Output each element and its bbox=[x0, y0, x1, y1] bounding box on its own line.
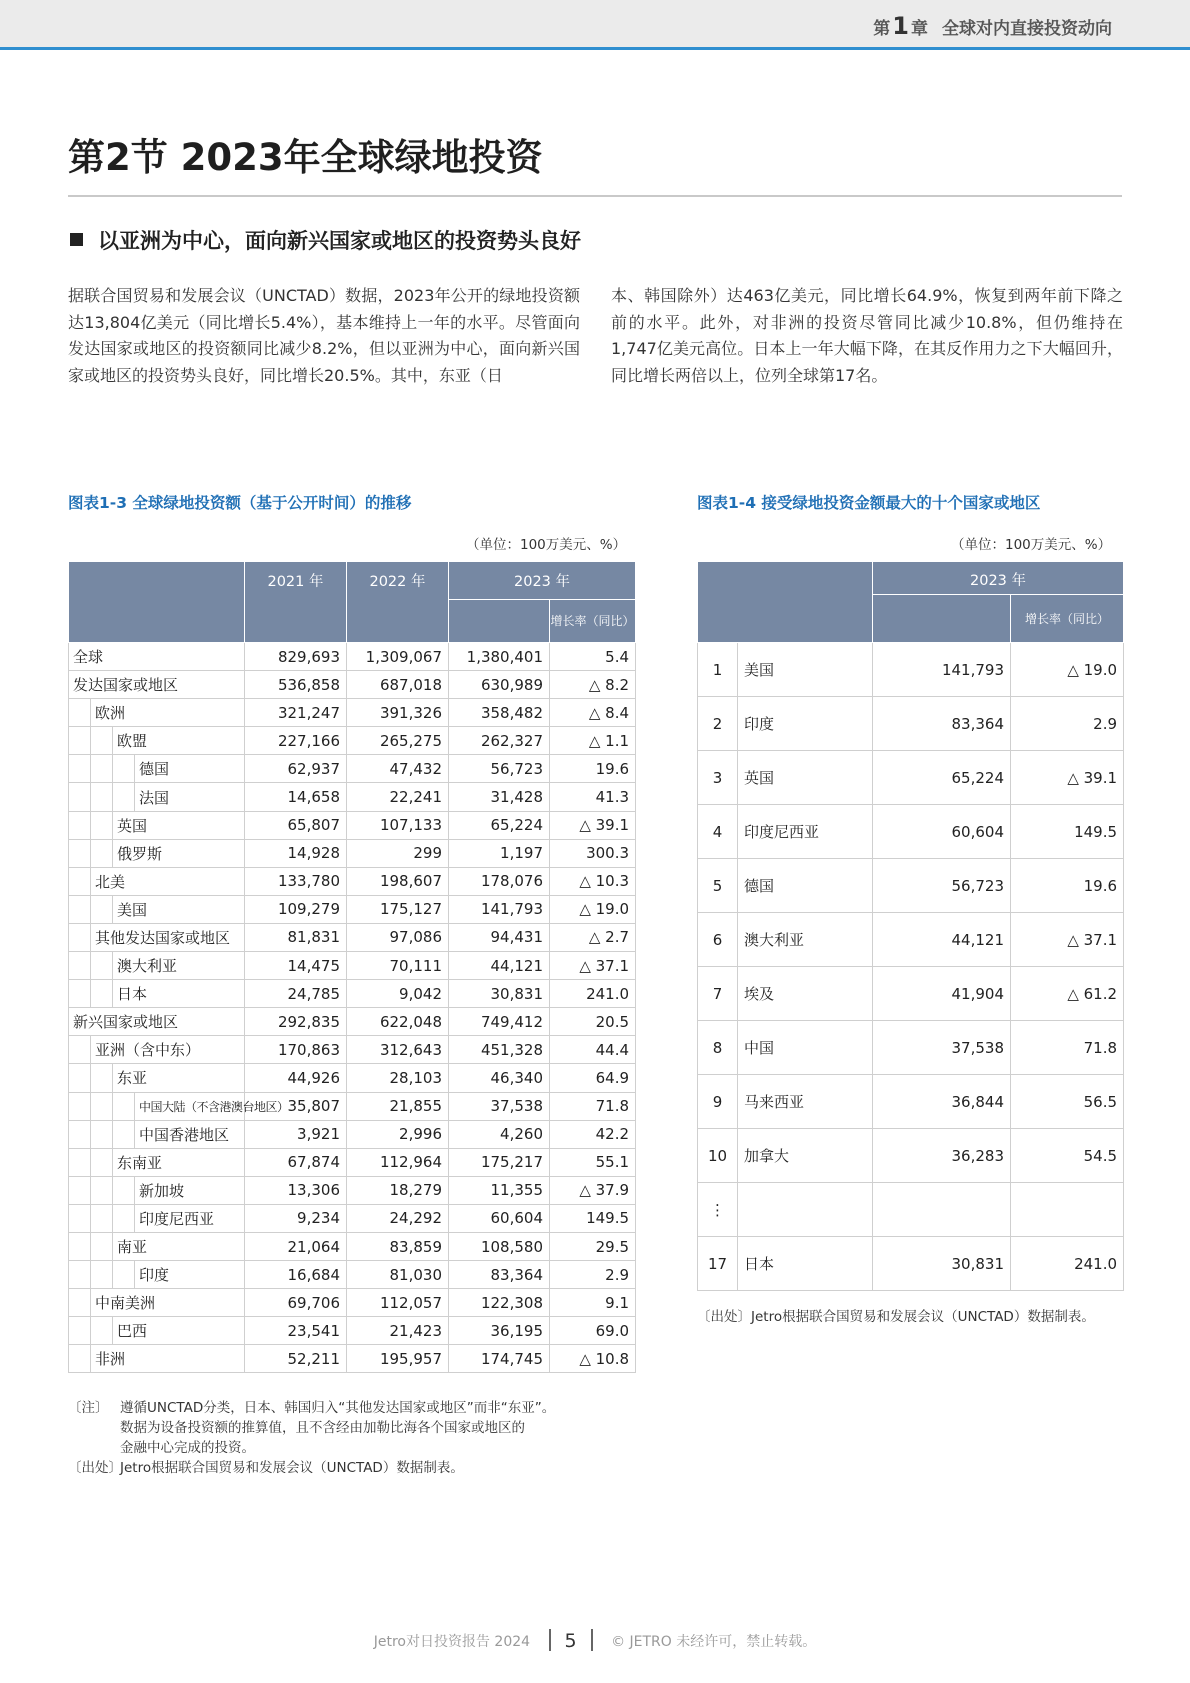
growth-cell: 20.5 bbox=[550, 1008, 636, 1036]
growth-cell: 44.4 bbox=[550, 1036, 636, 1064]
table-row bbox=[69, 839, 636, 867]
source-text: Jetro根据联合国贸易和发展会议（UNCTAD）数据制表。 bbox=[120, 1460, 464, 1476]
value-cell: 83,364 bbox=[449, 1261, 550, 1289]
growth-cell: 9.1 bbox=[550, 1289, 636, 1317]
row-label: 俄罗斯 bbox=[113, 839, 245, 867]
growth-cell: △ 19.0 bbox=[1011, 643, 1124, 697]
value-cell: 198,607 bbox=[347, 867, 449, 895]
value-cell: 18,279 bbox=[347, 1176, 449, 1204]
value-cell: 36,283 bbox=[873, 1129, 1011, 1183]
growth-cell: 55.1 bbox=[550, 1148, 636, 1176]
rank-cell: 9 bbox=[698, 1075, 738, 1129]
value-cell: 195,957 bbox=[347, 1345, 449, 1373]
growth-cell: △ 37.9 bbox=[550, 1176, 636, 1204]
note-line: 金融中心完成的投资。 bbox=[120, 1440, 255, 1456]
value-cell: 52,211 bbox=[245, 1345, 347, 1373]
value-cell: 536,858 bbox=[245, 671, 347, 699]
value-cell: 141,793 bbox=[449, 895, 550, 923]
value-cell: 44,121 bbox=[873, 913, 1011, 967]
value-cell: 46,340 bbox=[449, 1064, 550, 1092]
value-cell: 112,964 bbox=[347, 1148, 449, 1176]
rank-cell: 17 bbox=[698, 1237, 738, 1291]
figure-1-3-title: 图表1-3 全球绿地投资额（基于公开时间）的推移 bbox=[68, 494, 412, 512]
value-cell: 13,306 bbox=[245, 1176, 347, 1204]
growth-cell: 64.9 bbox=[550, 1064, 636, 1092]
growth-cell: △ 10.8 bbox=[550, 1345, 636, 1373]
growth-cell: 19.6 bbox=[1011, 859, 1124, 913]
table-row bbox=[698, 1183, 1124, 1237]
table-row bbox=[698, 805, 1124, 859]
value-cell: 47,432 bbox=[347, 755, 449, 783]
sub-heading-text: 以亚洲为中心，面向新兴国家或地区的投资势头良好 bbox=[98, 229, 581, 253]
table-row bbox=[69, 699, 636, 727]
table-row bbox=[698, 1129, 1124, 1183]
table-row bbox=[69, 1036, 636, 1064]
value-cell: 299 bbox=[347, 839, 449, 867]
growth-cell: △ 8.4 bbox=[550, 699, 636, 727]
country-cell: 马来西亚 bbox=[738, 1075, 873, 1129]
row-label: 新兴国家或地区 bbox=[69, 1008, 245, 1036]
table1-header-2021: 2021 年 bbox=[245, 562, 347, 643]
chapter-label bbox=[873, 12, 1112, 40]
table2-header-blank bbox=[698, 562, 873, 643]
table-row bbox=[698, 859, 1124, 913]
value-cell: 23,541 bbox=[245, 1317, 347, 1345]
growth-cell: 149.5 bbox=[1011, 805, 1124, 859]
rank-cell: 1 bbox=[698, 643, 738, 697]
table-row bbox=[69, 1232, 636, 1260]
growth-cell: 241.0 bbox=[1011, 1237, 1124, 1291]
rank-cell: 7 bbox=[698, 967, 738, 1021]
value-cell: 56,723 bbox=[873, 859, 1011, 913]
value-cell: 133,780 bbox=[245, 867, 347, 895]
growth-cell bbox=[1011, 1183, 1124, 1237]
row-label: 北美 bbox=[91, 867, 245, 895]
table-row bbox=[69, 1008, 636, 1036]
growth-cell: 2.9 bbox=[550, 1261, 636, 1289]
value-cell: 141,793 bbox=[873, 643, 1011, 697]
table-row bbox=[69, 1148, 636, 1176]
value-cell: 451,328 bbox=[449, 1036, 550, 1064]
chapter-suffix: 章 bbox=[911, 19, 928, 39]
table-row bbox=[69, 1289, 636, 1317]
page-number: 5 bbox=[564, 1630, 577, 1652]
country-cell: 加拿大 bbox=[738, 1129, 873, 1183]
value-cell: 83,364 bbox=[873, 697, 1011, 751]
source-label: 〔出处〕 bbox=[68, 1460, 122, 1476]
note-label: 〔注〕 bbox=[68, 1400, 109, 1416]
growth-cell: △ 61.2 bbox=[1011, 967, 1124, 1021]
body-paragraph-left: 据联合国贸易和发展会议（UNCTAD）数据，2023年公开的绿地投资额达13,804亿美元（同比增长5.4%），基本维持上一年的水平。尽管面向发达国家或地区的投资额同比减少8.2%，但以亚洲为中心，面向新兴国家或地区的投资势头良好，同比增长20.5%。其中，东亚（日 bbox=[68, 286, 580, 385]
growth-cell: 149.5 bbox=[550, 1204, 636, 1232]
value-cell: 122,308 bbox=[449, 1289, 550, 1317]
value-cell: 81,030 bbox=[347, 1261, 449, 1289]
value-cell: 65,807 bbox=[245, 811, 347, 839]
row-label: 亚洲（含中东） bbox=[91, 1036, 245, 1064]
value-cell: 44,926 bbox=[245, 1064, 347, 1092]
growth-cell: 19.6 bbox=[550, 755, 636, 783]
table1-notes bbox=[68, 1398, 555, 1478]
top10-recipients-table bbox=[697, 561, 1124, 1291]
value-cell: 35,807 bbox=[245, 1092, 347, 1120]
value-cell: 30,831 bbox=[873, 1237, 1011, 1291]
value-cell: 36,844 bbox=[873, 1075, 1011, 1129]
figure-1-4-unit: （单位：100万美元、%） bbox=[951, 537, 1112, 553]
growth-cell: 29.5 bbox=[550, 1232, 636, 1260]
growth-cell: 71.8 bbox=[550, 1092, 636, 1120]
row-label: 中国香港地区 bbox=[135, 1120, 245, 1148]
row-label: 英国 bbox=[113, 811, 245, 839]
value-cell: 62,937 bbox=[245, 755, 347, 783]
value-cell: 14,658 bbox=[245, 783, 347, 811]
value-cell: 21,423 bbox=[347, 1317, 449, 1345]
table-row bbox=[69, 783, 636, 811]
row-label: 南亚 bbox=[113, 1232, 245, 1260]
table-row bbox=[69, 755, 636, 783]
table-row bbox=[698, 643, 1124, 697]
table-row bbox=[69, 811, 636, 839]
value-cell: 36,195 bbox=[449, 1317, 550, 1345]
table-row bbox=[69, 1345, 636, 1373]
growth-cell: 42.2 bbox=[550, 1120, 636, 1148]
note-line: 遵循UNCTAD分类，日本、韩国归入“其他发达国家或地区”而非“东亚”。 bbox=[120, 1400, 556, 1416]
value-cell: 829,693 bbox=[245, 643, 347, 671]
rank-cell: 4 bbox=[698, 805, 738, 859]
value-cell: 14,928 bbox=[245, 839, 347, 867]
chapter-prefix: 第 bbox=[873, 19, 891, 39]
table1-header-2022: 2022 年 bbox=[347, 562, 449, 643]
value-cell: 97,086 bbox=[347, 923, 449, 951]
table-row bbox=[69, 1092, 636, 1120]
value-cell: 31,428 bbox=[449, 783, 550, 811]
value-cell: 81,831 bbox=[245, 923, 347, 951]
value-cell: 83,859 bbox=[347, 1232, 449, 1260]
greenfield-investment-table bbox=[68, 561, 636, 1373]
page-footer bbox=[0, 1629, 1190, 1652]
top-header-bar bbox=[0, 0, 1190, 50]
value-cell: 24,785 bbox=[245, 980, 347, 1008]
value-cell: 358,482 bbox=[449, 699, 550, 727]
figure-1-4-title: 图表1-4 接受绿地投资金额最大的十个国家或地区 bbox=[697, 494, 1041, 512]
value-cell: 37,538 bbox=[873, 1021, 1011, 1075]
row-label: 其他发达国家或地区 bbox=[91, 923, 245, 951]
rank-cell: ⋮ bbox=[698, 1183, 738, 1237]
growth-cell: 54.5 bbox=[1011, 1129, 1124, 1183]
value-cell: 1,197 bbox=[449, 839, 550, 867]
country-cell: 澳大利亚 bbox=[738, 913, 873, 967]
value-cell: 292,835 bbox=[245, 1008, 347, 1036]
value-cell: 41,904 bbox=[873, 967, 1011, 1021]
chapter-title: 全球对内直接投资动向 bbox=[942, 19, 1112, 39]
table-row bbox=[698, 697, 1124, 751]
value-cell: 107,133 bbox=[347, 811, 449, 839]
value-cell: 1,380,401 bbox=[449, 643, 550, 671]
sub-heading bbox=[70, 225, 581, 255]
country-cell: 埃及 bbox=[738, 967, 873, 1021]
table-row bbox=[69, 727, 636, 755]
rank-cell: 6 bbox=[698, 913, 738, 967]
row-label: 中国大陆（不含港澳台地区） bbox=[135, 1092, 245, 1120]
country-cell bbox=[738, 1183, 873, 1237]
footer-report-title: Jetro对日投资报告 2024 bbox=[373, 1634, 531, 1650]
rank-cell: 3 bbox=[698, 751, 738, 805]
body-paragraph-right: 本、韩国除外）达463亿美元，同比增长64.9%，恢复到两年前下降之前的水平。此外，对非洲的投资尽管同比减少10.8%，但仍维持在1,747亿美元高位。日本上一年大幅下降，在其反作用力之下大幅回升，同比增长两倍以上，位列全球第17名。 bbox=[611, 286, 1123, 385]
value-cell: 170,863 bbox=[245, 1036, 347, 1064]
value-cell: 22,241 bbox=[347, 783, 449, 811]
value-cell: 109,279 bbox=[245, 895, 347, 923]
chapter-number: 1 bbox=[892, 12, 909, 40]
table2-header-growth: 增长率（同比） bbox=[1011, 595, 1124, 643]
country-cell: 英国 bbox=[738, 751, 873, 805]
value-cell: 28,103 bbox=[347, 1064, 449, 1092]
table-row bbox=[698, 1075, 1124, 1129]
value-cell: 69,706 bbox=[245, 1289, 347, 1317]
table-row bbox=[698, 751, 1124, 805]
country-cell: 中国 bbox=[738, 1021, 873, 1075]
section-title: 第2节 2023年全球绿地投资 bbox=[68, 127, 1122, 197]
value-cell: 4,260 bbox=[449, 1120, 550, 1148]
table2-header-2023: 2023 年 bbox=[873, 562, 1124, 595]
row-label: 全球 bbox=[69, 643, 245, 671]
growth-cell: 56.5 bbox=[1011, 1075, 1124, 1129]
row-label: 东南亚 bbox=[113, 1148, 245, 1176]
row-label: 中南美洲 bbox=[91, 1289, 245, 1317]
growth-cell: 69.0 bbox=[550, 1317, 636, 1345]
table-row bbox=[69, 895, 636, 923]
value-cell: 24,292 bbox=[347, 1204, 449, 1232]
value-cell: 9,234 bbox=[245, 1204, 347, 1232]
footer-copyright: © JETRO 未经许可，禁止转载。 bbox=[611, 1634, 817, 1650]
rank-cell: 5 bbox=[698, 859, 738, 913]
growth-cell: 2.9 bbox=[1011, 697, 1124, 751]
table-row bbox=[698, 913, 1124, 967]
value-cell: 30,831 bbox=[449, 980, 550, 1008]
value-cell: 14,475 bbox=[245, 952, 347, 980]
row-label: 欧洲 bbox=[91, 699, 245, 727]
value-cell: 60,604 bbox=[449, 1204, 550, 1232]
value-cell: 622,048 bbox=[347, 1008, 449, 1036]
value-cell bbox=[873, 1183, 1011, 1237]
growth-cell: △ 2.7 bbox=[550, 923, 636, 951]
value-cell: 630,989 bbox=[449, 671, 550, 699]
table-row bbox=[69, 1317, 636, 1345]
row-label: 印度 bbox=[135, 1261, 245, 1289]
value-cell: 56,723 bbox=[449, 755, 550, 783]
row-label: 澳大利亚 bbox=[113, 952, 245, 980]
value-cell: 9,042 bbox=[347, 980, 449, 1008]
value-cell: 44,121 bbox=[449, 952, 550, 980]
value-cell: 749,412 bbox=[449, 1008, 550, 1036]
value-cell: 37,538 bbox=[449, 1092, 550, 1120]
value-cell: 65,224 bbox=[873, 751, 1011, 805]
growth-cell: △ 8.2 bbox=[550, 671, 636, 699]
table1-header-2023: 2023 年 bbox=[449, 562, 636, 600]
growth-cell: 300.3 bbox=[550, 839, 636, 867]
note-line: 数据为设备投资额的推算值，且不含经由加勒比海各个国家或地区的 bbox=[120, 1420, 525, 1436]
table-row bbox=[69, 1064, 636, 1092]
growth-cell: 241.0 bbox=[550, 980, 636, 1008]
country-cell: 日本 bbox=[738, 1237, 873, 1291]
growth-cell: △ 39.1 bbox=[550, 811, 636, 839]
growth-cell: △ 37.1 bbox=[1011, 913, 1124, 967]
row-label: 印度尼西亚 bbox=[135, 1204, 245, 1232]
row-label: 法国 bbox=[135, 783, 245, 811]
growth-cell: △ 10.3 bbox=[550, 867, 636, 895]
value-cell: 178,076 bbox=[449, 867, 550, 895]
country-cell: 印度 bbox=[738, 697, 873, 751]
value-cell: 67,874 bbox=[245, 1148, 347, 1176]
value-cell: 70,111 bbox=[347, 952, 449, 980]
table-row bbox=[69, 980, 636, 1008]
rank-cell: 10 bbox=[698, 1129, 738, 1183]
country-cell: 印度尼西亚 bbox=[738, 805, 873, 859]
value-cell: 112,057 bbox=[347, 1289, 449, 1317]
row-label: 日本 bbox=[113, 980, 245, 1008]
growth-cell: 41.3 bbox=[550, 783, 636, 811]
rank-cell: 2 bbox=[698, 697, 738, 751]
figure-1-3-unit: （单位：100万美元、%） bbox=[466, 537, 627, 553]
value-cell: 60,604 bbox=[873, 805, 1011, 859]
country-cell: 德国 bbox=[738, 859, 873, 913]
growth-cell: △ 37.1 bbox=[550, 952, 636, 980]
row-label: 东亚 bbox=[113, 1064, 245, 1092]
table-row bbox=[69, 952, 636, 980]
value-cell: 391,326 bbox=[347, 699, 449, 727]
footer-divider bbox=[591, 1629, 593, 1651]
value-cell: 262,327 bbox=[449, 727, 550, 755]
table1-header-growth: 增长率（同比） bbox=[550, 600, 636, 643]
value-cell: 321,247 bbox=[245, 699, 347, 727]
footer-divider bbox=[549, 1629, 551, 1651]
value-cell: 16,684 bbox=[245, 1261, 347, 1289]
value-cell: 174,745 bbox=[449, 1345, 550, 1373]
table-row bbox=[698, 967, 1124, 1021]
table-row bbox=[69, 1176, 636, 1204]
square-bullet-icon bbox=[70, 233, 83, 246]
value-cell: 227,166 bbox=[245, 727, 347, 755]
table-row bbox=[69, 1204, 636, 1232]
growth-cell: 5.4 bbox=[550, 643, 636, 671]
table-row bbox=[69, 671, 636, 699]
table-row bbox=[69, 1120, 636, 1148]
row-label: 德国 bbox=[135, 755, 245, 783]
value-cell: 175,127 bbox=[347, 895, 449, 923]
table-row bbox=[69, 1261, 636, 1289]
value-cell: 1,309,067 bbox=[347, 643, 449, 671]
value-cell: 65,224 bbox=[449, 811, 550, 839]
row-label: 欧盟 bbox=[113, 727, 245, 755]
growth-cell: △ 39.1 bbox=[1011, 751, 1124, 805]
growth-cell: △ 19.0 bbox=[550, 895, 636, 923]
row-label: 发达国家或地区 bbox=[69, 671, 245, 699]
table-row bbox=[69, 923, 636, 951]
value-cell: 312,643 bbox=[347, 1036, 449, 1064]
value-cell: 265,275 bbox=[347, 727, 449, 755]
row-label: 新加坡 bbox=[135, 1176, 245, 1204]
value-cell: 2,996 bbox=[347, 1120, 449, 1148]
country-cell: 美国 bbox=[738, 643, 873, 697]
row-label: 非洲 bbox=[91, 1345, 245, 1373]
value-cell: 11,355 bbox=[449, 1176, 550, 1204]
growth-cell: △ 1.1 bbox=[550, 727, 636, 755]
rank-cell: 8 bbox=[698, 1021, 738, 1075]
value-cell: 175,217 bbox=[449, 1148, 550, 1176]
row-label: 巴西 bbox=[113, 1317, 245, 1345]
value-cell: 108,580 bbox=[449, 1232, 550, 1260]
table2-source: 〔出处〕Jetro根据联合国贸易和发展会议（UNCTAD）数据制表。 bbox=[697, 1309, 1095, 1325]
table1-header-blank bbox=[69, 562, 245, 643]
value-cell: 687,018 bbox=[347, 671, 449, 699]
value-cell: 3,921 bbox=[245, 1120, 347, 1148]
value-cell: 21,855 bbox=[347, 1092, 449, 1120]
table-row bbox=[69, 643, 636, 671]
value-cell: 21,064 bbox=[245, 1232, 347, 1260]
row-label: 美国 bbox=[113, 895, 245, 923]
table-row bbox=[698, 1237, 1124, 1291]
value-cell: 94,431 bbox=[449, 923, 550, 951]
table-row bbox=[69, 867, 636, 895]
growth-cell: 71.8 bbox=[1011, 1021, 1124, 1075]
table-row bbox=[698, 1021, 1124, 1075]
